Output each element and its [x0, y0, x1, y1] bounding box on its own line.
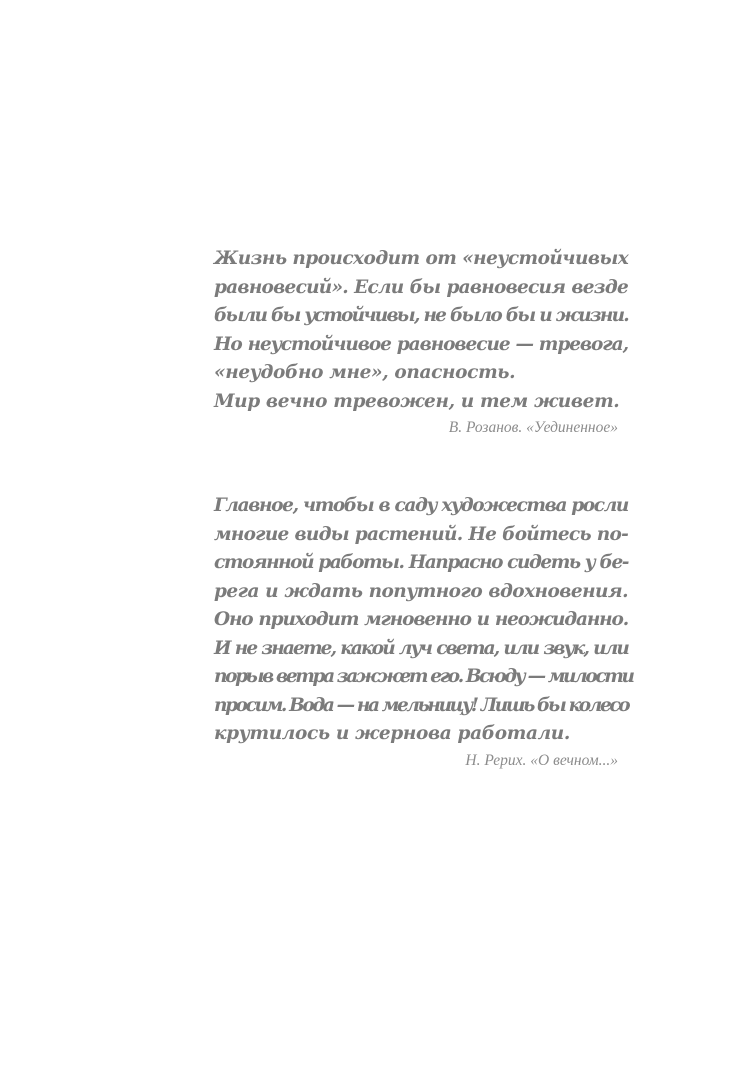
- quote-line: крутилось и жернова работали.: [214, 723, 570, 744]
- quote-line: Но неустойчивое равновесие — тревога,: [214, 333, 628, 355]
- quote-line: Мир вечно тревожен, и тем живет.: [214, 390, 620, 412]
- quote-line: И не знаете, какой луч света, или звук, или: [214, 637, 628, 659]
- epigraph-roerich: [214, 492, 633, 773]
- attribution-rozanov: В. Розанов. «Уединенное»: [448, 419, 618, 436]
- quote-line: просим. Вода — на мельницу! Лишь бы колесо: [214, 694, 629, 716]
- quote-line: Жизнь происходит от «неустойчивых: [214, 248, 629, 269]
- quote-line: рега и ждать попутного вдохновения.: [214, 580, 628, 602]
- quote-line: Оно приходит мгновенно и неожиданно.: [214, 609, 628, 630]
- quote-line: Главное, чтобы в саду художества росли: [214, 495, 628, 516]
- quote-line: равновесий». Если бы равновесия везде: [214, 276, 628, 298]
- quote-line: «неудобно мне», опасность.: [214, 362, 516, 383]
- attribution-roerich: Н. Рерих. «О вечном...»: [465, 751, 618, 769]
- quote-line: многие виды растений. Не бойтесь по-: [214, 523, 628, 545]
- quote-line: были бы устойчивы, не было бы и жизни.: [214, 305, 628, 326]
- quote-line: порыв ветра зажжет его. Всюду — милости: [214, 666, 633, 687]
- epigraph-rozanov: [214, 245, 628, 440]
- quote-line: стоянной работы. Напрасно сидеть у бе-: [214, 552, 628, 573]
